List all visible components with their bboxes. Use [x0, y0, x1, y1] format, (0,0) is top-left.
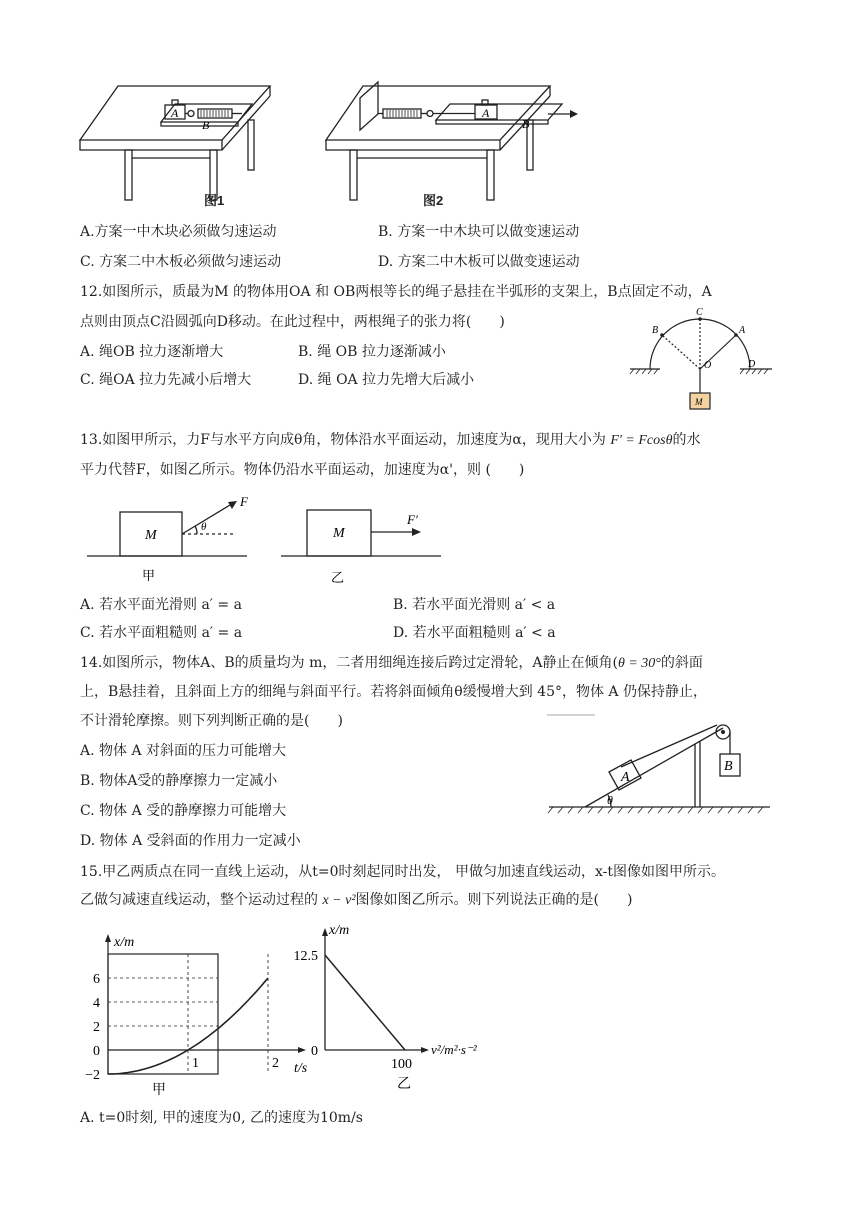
chart-jia-frame [108, 954, 218, 1074]
q13-label-m2: M [333, 526, 345, 541]
q13-figure [85, 488, 445, 588]
q11-option-b: B. 方案一中木块可以做变速运动 [378, 224, 580, 240]
q12-option-c: C. 绳OA 拉力先减小后增大 [80, 372, 252, 388]
q13-stem-text-b: 的水 [672, 432, 701, 448]
q14-stem-line3: 不计滑轮摩擦。则下列判断正确的是( ) [80, 713, 343, 729]
chart-yi-y-label: x/m [329, 923, 350, 938]
q11-option-d: D. 方案二中木板可以做变速运动 [378, 254, 580, 270]
chart-yi-y-arrow [322, 928, 328, 936]
q13-stem-line1 [80, 430, 700, 451]
chart-yi-x-label: v²/m²·s⁻² [431, 1042, 477, 1057]
chart-yi [290, 923, 515, 1100]
chart-yi-x-tick-label: 0 [311, 1044, 318, 1059]
q14-label-theta: θ [607, 793, 613, 807]
chart-jia-x-tick-label: 1 [192, 1056, 199, 1071]
chart-jia-caption: 甲 [152, 1083, 166, 1098]
q14-option-a: A. 物体 A 对斜面的压力可能增大 [80, 743, 287, 759]
q13-stem-line2: 平力代替F，如图乙所示。物体仍沿水平面运动，加速度为α'，则 ( ) [80, 462, 525, 478]
q14-stem-line2: 上，B悬挂着，且斜面上方的细绳与斜面平行。若将斜面倾角θ缓慢增大到 45°，物体 A 仍保持静止， [80, 684, 707, 700]
chart-jia-x-label: t/s [294, 1061, 308, 1076]
chart-jia-y-tick-label: 4 [93, 996, 100, 1011]
chart-yi-caption: 乙 [397, 1077, 411, 1092]
q12-stem-line2: 点则由顶点C沿圆弧向D移动。在此过程中，两根绳子的张力将( ) [80, 314, 505, 330]
q12-option-b: B. 绳 OB 拉力逐渐减小 [298, 344, 446, 360]
chart-jia-y-tick-label: 2 [93, 1020, 100, 1035]
q13-label-f: F [240, 494, 248, 509]
q11-label-b2: B [522, 117, 530, 131]
q11-option-c: C. 方案二中木板必须做匀速运动 [80, 254, 282, 270]
q13-formula: F′ = Fcosθ [610, 433, 673, 448]
q13-label-theta: θ [201, 521, 207, 533]
q12-label-o: O [704, 360, 712, 371]
chart-jia-y-tick-label: 6 [93, 972, 100, 987]
q12-stem-line1: 12.如图所示，质最为M 的物体用OA 和 OB两根等长的绳子悬挂在半弧形的支架上，B点固定不动，A [80, 284, 712, 300]
q11-option-a: A.方案一中木块必须做匀速运动 [80, 224, 277, 240]
q15-formula: x − v² [322, 893, 356, 908]
q14-option-d: D. 物体 A 受斜面的作用力一定减小 [80, 833, 301, 849]
q13-option-c: C. 若水平面粗糙则 a′ = a [80, 625, 243, 641]
q12-label-d: D [748, 359, 756, 370]
chart-yi-x-tick-label: 100 [391, 1057, 412, 1072]
chart-yi-x-arrow [421, 1047, 429, 1053]
q15-stem-text-c: 图像如图乙所示。则下列说法正确的是( ) [355, 892, 633, 908]
q14-label-b: B [724, 759, 733, 774]
q13-option-a: A. 若水平面光滑则 a′ = a [80, 597, 242, 613]
q13-label-fprime: F′ [407, 512, 418, 527]
q15-stem-text-a: 乙做匀减速直线运动，整个运动过程的 [80, 892, 318, 908]
q15-stem-line2 [80, 890, 632, 911]
q12-option-d: D. 绳 OA 拉力先增大后减小 [298, 372, 475, 388]
q15-option-a: A. t=0时刻, 甲的速度为0, 乙的速度为10m/s [80, 1110, 363, 1126]
q14-stem-text-c: 的斜面 [660, 655, 703, 671]
q13-stem-text-a: 13.如图甲所示，力F与水平方向成θ角，物体沿水平面运动，加速度为α，现用大小为 [80, 432, 606, 448]
q11-figure [80, 78, 580, 210]
chart-jia-y-label: x/m [114, 935, 135, 950]
q12-label-b: B [652, 325, 659, 336]
q13-option-b: B. 若水平面光滑则 a′ < a [393, 597, 556, 613]
chart-jia-y-arrow [105, 934, 111, 942]
q13-caption-yi: 乙 [331, 570, 345, 585]
q14-option-b: B. 物体A受的静摩擦力一定减小 [80, 773, 278, 789]
q11-fig2-caption: 图2 [423, 193, 444, 208]
chart-jia-y-tick-label: −2 [85, 1068, 100, 1083]
chart-jia-y-tick-label: 0 [93, 1044, 100, 1059]
q11-label-a1: A [171, 106, 179, 120]
q13-label-m1: M [145, 528, 157, 543]
q15-stem-line1: 15.甲乙两质点在同一直线上运动，从t=0时刻起同时出发， 甲做匀加速直线运动，x-t图像如图甲所示。 [80, 864, 725, 880]
q14-angle: θ = 30° [617, 656, 661, 671]
q12-label-c: C [696, 307, 703, 318]
q13-option-d: D. 若水平面粗糙则 a′ < a [393, 625, 556, 641]
q11-fig1-caption: 图1 [204, 193, 225, 208]
q12-label-a: A [739, 325, 746, 336]
q14-figure [545, 712, 775, 824]
q14-option-c: C. 物体 A 受的静摩擦力可能增大 [80, 803, 287, 819]
q13-caption-jia: 甲 [142, 568, 156, 583]
q14-stem-text-a: 14.如图所示，物体A、B的质量均为 m，二者用细绳连接后跨过定滑轮，A静止在倾角( [80, 655, 618, 671]
q12-option-a: A. 绳OB 拉力逐渐增大 [80, 344, 224, 360]
q11-label-b1: B [202, 118, 210, 132]
q12-figure [630, 305, 780, 415]
chart-yi-series-line [325, 955, 405, 1050]
q12-label-m: M [695, 397, 703, 407]
q14-label-a: A [621, 770, 630, 785]
chart-jia-x-tick-label: 2 [272, 1056, 279, 1071]
chart-yi-y-tick-label: 12.5 [293, 949, 318, 964]
q11-label-a2: A [482, 106, 490, 120]
q14-stem-line1 [80, 653, 703, 674]
